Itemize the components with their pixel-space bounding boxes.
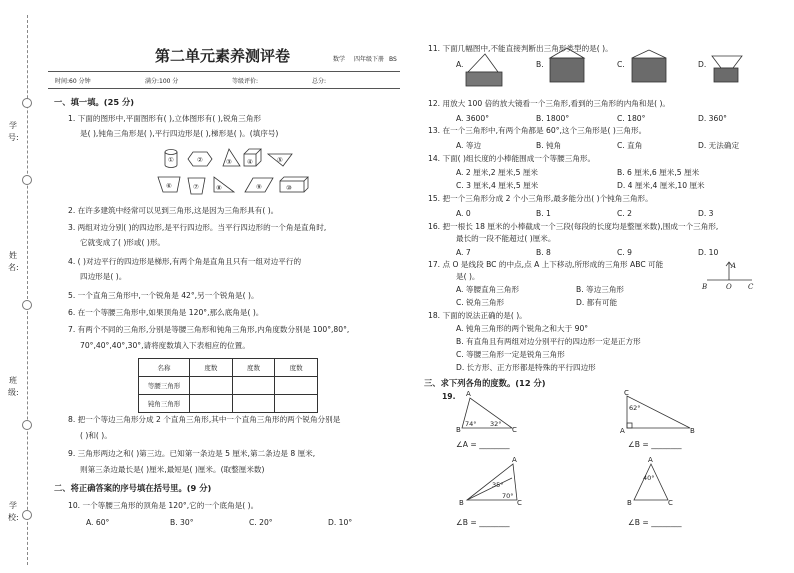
q17-stem: 17. 点 O 是线段 BC 的中点,点 A 上下移动,所形成的三角形 ABC 可能	[428, 260, 664, 269]
q3-line1: 3. 两组对边分别( )的四边形,是平行四边形。当平行四边形的一个角是直角时,	[68, 223, 327, 232]
q19-fig1-vertex-b: B	[456, 426, 461, 434]
q13-option-b[interactable]: B. 钝角	[536, 141, 562, 150]
q19-fig3-angle-35: 35°	[492, 481, 504, 489]
q14-option-c[interactable]: C. 3 厘米,4 厘米,5 厘米	[456, 181, 539, 190]
q17-label-o: O	[726, 283, 732, 291]
q11-option-d[interactable]: D.	[698, 60, 707, 69]
q19-fig1-vertex-a: A	[466, 390, 471, 398]
q4-line2: 四边形是( )。	[80, 272, 127, 281]
q19-fig3-vertex-c: C	[517, 499, 522, 507]
q12-option-d[interactable]: D. 360°	[698, 114, 727, 123]
q12-option-a[interactable]: A. 3600°	[456, 114, 490, 123]
q16-option-d[interactable]: D. 10	[698, 248, 719, 257]
q6-text: 6. 在一个等腰三角形中,如果顶角是 120°,那么底角是( )。	[68, 308, 264, 317]
q17-option-c[interactable]: C. 锐角三角形	[456, 298, 505, 307]
info-score: 满分:100 分	[145, 78, 179, 85]
q16-option-c[interactable]: C. 9	[617, 248, 632, 257]
q16-option-b[interactable]: B. 8	[536, 248, 551, 257]
section-1-title: 一、填一填。(25 分)	[54, 97, 135, 107]
q5-text: 5. 一个直角三角形中,一个锐角是 42°,另一个锐角是( )。	[68, 291, 259, 300]
q12-option-c[interactable]: C. 180°	[617, 114, 646, 123]
q14-stem: 14. 下面( )组长度的小棒能围成一个等腰三角形。	[428, 154, 596, 163]
q1-shape-label-5: ⑤	[277, 156, 283, 164]
q15-option-b[interactable]: B. 1	[536, 209, 551, 218]
q1-shape-label-3: ③	[226, 158, 232, 166]
q8-line1: 8. 把一个等边三角形分成 2 个直角三角形,其中一个直角三角形的两个锐角分别是	[68, 415, 341, 424]
section-2-title: 二、将正确答案的序号填在括号里。(9 分)	[54, 483, 212, 493]
q15-option-a[interactable]: A. 0	[456, 209, 471, 218]
q11-option-c[interactable]: C.	[617, 60, 625, 69]
q18-option-d[interactable]: D. 长方形、正方形都是特殊的平行四边形	[456, 363, 596, 372]
q1-shape-label-10: ⑩	[286, 184, 292, 192]
q11-stem: 11. 下面几幅图中,不能直接判断出三角形类型的是( )。	[428, 44, 613, 53]
q19-fig2-angle-62: 62°	[629, 404, 641, 412]
q10-option-c[interactable]: C. 20°	[249, 518, 273, 527]
q17-label-a: A	[731, 262, 737, 270]
q1-shape-label-1: ①	[168, 156, 174, 164]
q19-fig4-vertex-c: C	[668, 499, 673, 507]
q9-line1: 9. 三角形两边之和( )第三边。已知第一条边是 5 厘米,第二条边是 8 厘米,	[68, 449, 316, 458]
header-tag-edition: BS	[389, 56, 397, 63]
q10-option-a[interactable]: A. 60°	[86, 518, 110, 527]
table-row-label: 钝角三角形	[139, 395, 190, 413]
q16-line2: 最长的一段不能超过( )厘米。	[456, 234, 556, 243]
q1-line2: 是( ),钝角三角形是( ),平行四边形是( ),梯形是( )。(填序号)	[80, 129, 279, 138]
q1-shape-label-9: ⑨	[256, 183, 262, 191]
table-row-label: 等腰三角形	[139, 377, 190, 395]
side-label-class: 班级:	[8, 376, 19, 397]
header-tag-grade: 四年级下册	[354, 56, 385, 63]
q19-fig2-answer[interactable]: ∠B = ________	[628, 440, 682, 449]
q19-fig4-vertex-b: B	[627, 499, 632, 507]
q17-option-b[interactable]: B. 等边三角形	[576, 285, 625, 294]
q19-fig4-angle-40: 40°	[643, 474, 655, 482]
q1-shape-label-4: ④	[247, 158, 253, 166]
table-header: 度数	[190, 359, 233, 377]
q13-option-c[interactable]: C. 直角	[617, 141, 643, 150]
q14-option-d[interactable]: D. 4 厘米,4 厘米,10 厘米	[617, 181, 705, 190]
q17-option-a[interactable]: A. 等腰直角三角形	[456, 285, 520, 294]
q10-option-b[interactable]: B. 30°	[170, 518, 194, 527]
q12-option-b[interactable]: B. 1800°	[536, 114, 570, 123]
q19-fig1-angle-74: 74°	[465, 420, 477, 428]
header-tag-subject: 数学	[333, 56, 346, 63]
q1-shape-label-6: ⑥	[166, 182, 172, 190]
side-label-name: 姓名:	[8, 251, 19, 272]
q19-fig4-answer[interactable]: ∠B = ________	[628, 518, 682, 527]
q19-fig3-angle-70: 70°	[502, 492, 514, 500]
info-total: 总分:	[312, 78, 327, 85]
q16-line1: 16. 把一根长 18 厘米的小棒截成一个三段(每段的长度均是整厘米数),围成一个三角形,	[428, 222, 719, 231]
q19-fig3-vertex-a: A	[512, 456, 517, 464]
info-time: 时间:60 分钟	[55, 78, 91, 85]
q8-line2: ( )和( )。	[80, 431, 112, 440]
side-label-school: 学校:	[8, 501, 19, 522]
q15-option-d[interactable]: D. 3	[698, 209, 714, 218]
q9-line2: 则第三条边最长是( )厘米,最短是( )厘米。(取整厘米数)	[80, 465, 265, 474]
q14-option-a[interactable]: A. 2 厘米,2 厘米,5 厘米	[456, 168, 539, 177]
q7-line1: 7. 有两个不同的三角形,分别是等腰三角形和钝角三角形,内角度数分别是 100°,80°,	[68, 325, 350, 334]
q17-option-d[interactable]: D. 都有可能	[576, 298, 618, 307]
q15-stem: 15. 把一个三角形分成 2 个小三角形,最多能分出( )个钝角三角形。	[428, 194, 653, 203]
q1-shape-label-2: ②	[197, 156, 203, 164]
q3-line2: 它就变成了( )形或( )形。	[80, 238, 166, 247]
q19-fig2-vertex-b: B	[690, 427, 695, 435]
q11-option-b[interactable]: B.	[536, 60, 544, 69]
q10-option-d[interactable]: D. 10°	[328, 518, 353, 527]
q19-fig3-answer[interactable]: ∠B = ________	[456, 518, 510, 527]
q1-line1: 1. 下面的图形中,平面图形有( ),立体图形有( ),锐角三角形	[68, 114, 262, 123]
q14-option-b[interactable]: B. 6 厘米,6 厘米,5 厘米	[617, 168, 700, 177]
side-label-id: 学号:	[8, 121, 19, 142]
q2-text: 2. 在许多建筑中经常可以见到三角形,这是因为三角形具有( )。	[68, 206, 279, 215]
q18-option-c[interactable]: C. 等腰三角形一定是锐角三角形	[456, 350, 565, 359]
q19-fig2-vertex-a: A	[620, 427, 625, 435]
table-header: 度数	[232, 359, 275, 377]
info-grade: 等级评价:	[232, 78, 259, 85]
q13-option-d[interactable]: D. 无法确定	[698, 141, 740, 150]
q1-shape-label-8: ⑧	[216, 184, 222, 192]
q18-option-a[interactable]: A. 钝角三角形的两个锐角之和大于 90°	[456, 324, 589, 333]
q17-line2: 是( )。	[456, 272, 480, 281]
q17-label-c: C	[748, 283, 754, 291]
q13-option-a[interactable]: A. 等边	[456, 141, 482, 150]
q4-line1: 4. ( )对边平行的四边形是梯形,有两个角是直角且只有一组对边平行的	[68, 257, 302, 266]
q11-option-a[interactable]: A.	[456, 60, 464, 69]
q19-label: 19.	[442, 392, 456, 401]
q19-fig4-vertex-a: A	[648, 456, 653, 464]
q12-stem: 12. 用放大 100 倍的放大镜看一个三角形,看到的三角形的内角和是( )。	[428, 99, 670, 108]
q15-option-c[interactable]: C. 2	[617, 209, 632, 218]
q7-line2: 70°,40°,40°,30°,请将度数填入下表相应的位置。	[80, 341, 250, 350]
q19-fig3-vertex-b: B	[459, 499, 464, 507]
q16-option-a[interactable]: A. 7	[456, 248, 471, 257]
page-title: 第二单元素养测评卷	[155, 47, 291, 65]
table-header: 名称	[139, 359, 190, 377]
q19-fig1-answer[interactable]: ∠A = ________	[456, 440, 510, 449]
q17-label-b: B	[702, 283, 708, 291]
q1-shape-label-7: ⑦	[193, 183, 199, 191]
q13-stem: 13. 在一个三角形中,有两个角都是 60°,这个三角形是( )三角形。	[428, 126, 647, 135]
q18-option-b[interactable]: B. 有直角且有两组对边分别平行的四边形一定是正方形	[456, 337, 641, 346]
section-3-title: 三、求下列各角的度数。(12 分)	[424, 378, 546, 388]
q19-fig1-angle-32: 32°	[490, 420, 502, 428]
q10-stem: 10. 一个等腰三角形的顶角是 120°,它的一个底角是( )。	[68, 501, 259, 510]
table-header: 度数	[275, 359, 318, 377]
q19-fig1-vertex-c: C	[512, 426, 517, 434]
q18-stem: 18. 下面的说法正确的是( )。	[428, 311, 527, 320]
q19-fig2-vertex-c: C	[624, 389, 629, 397]
